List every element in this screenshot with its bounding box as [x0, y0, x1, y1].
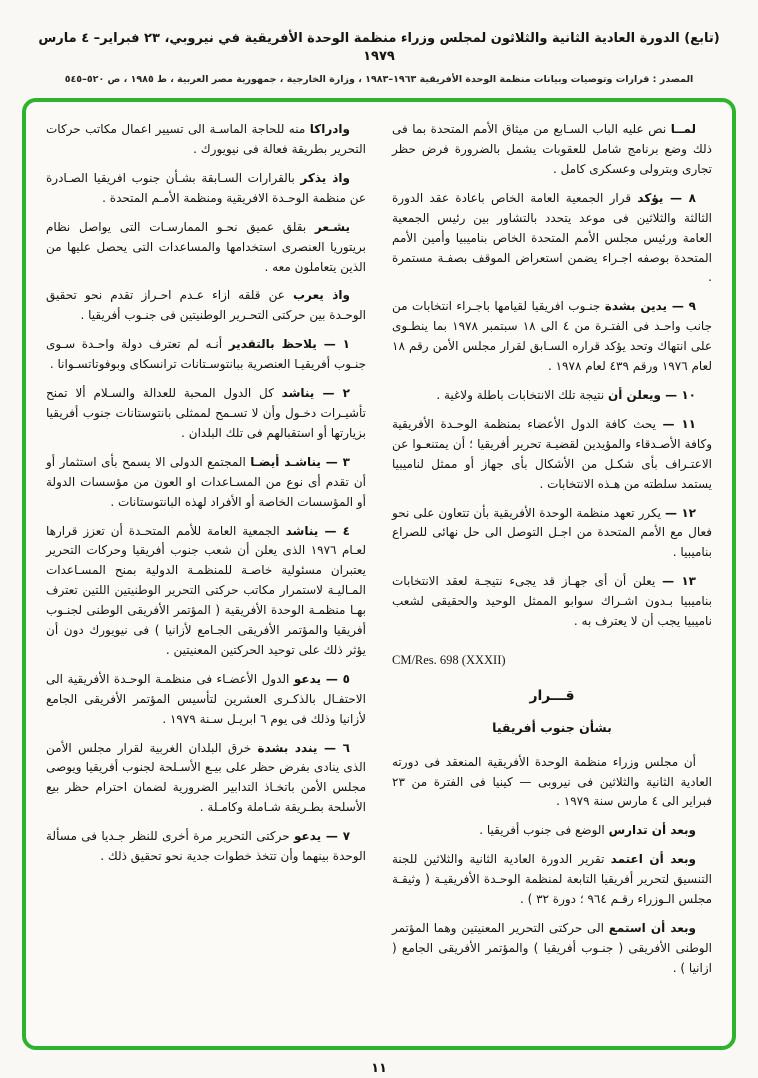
paragraph-lead: وبعد أن تدارس — [608, 823, 696, 838]
document-title: (تابع) الدورة العادية الثانية والثلاثون لمجلس وزراء منظمة الوحدة الأفريقية في نيروبي، ٢٣ فبراير– ٤ مارس ١٩٧٩ — [38, 31, 720, 64]
paragraph-lead: ٢ — يناشد — [281, 386, 350, 401]
paragraph-lead: ٣ — يناشـد أيضـا — [250, 454, 350, 469]
paragraph-lead: ١١ — — [662, 416, 696, 431]
paragraph-lead: ٨ — يؤكد — [637, 190, 696, 205]
text-columns — [46, 120, 712, 1034]
paragraph-item-6 — [46, 739, 366, 819]
paragraph-text: الوضع فى جنوب أفريقيا . — [479, 823, 605, 838]
paragraph-item-2 — [46, 384, 366, 444]
paragraph-lead: ٤ — يناشد — [285, 523, 350, 538]
page-header — [20, 30, 738, 85]
paragraph-text: الجمعية العامة للأمم المتحـدة أن تعزز قرارها لعـام ١٩٧٦ الذى يعلن أن شعب جنوب أفريقيا وحركات التحرير يعتبران مسئولية خاصـة للمنظمـة الدولية بمنح المسـاعدات المـاليـة لاستمرار مكاتب حركتى التحرير الوطنيتين اللتين تعترف بهـا منظمـة الوحدة الأفريقية ( المؤتمر الأفريقى الوطنى لجنـوب أفريقيا والمؤتمر الأفريقى الجـامع لأزانيا ) فى نيويورك دون أن يؤثر ذلك على توحيد الحركتين المعنيتين . — [46, 523, 366, 657]
paragraph-text: يحث كافة الدول الأعضاء بمنظمة الوحـدة الأفريقية وكافة الأصـدقاء والمؤيدين لقضيـة تحرير أفريقيا ؛ أن يمتنعـوا عن الاعتـراف بأى شكـل من الأشكال بأى جهاز أو ممثل لناميبيا يستمد سلطته من هـذه الانتخابات . — [392, 416, 712, 491]
paragraph-preamble — [46, 120, 366, 160]
paragraph-item-7 — [46, 827, 366, 867]
paragraph-preamble — [392, 821, 712, 841]
paragraph-preamble — [392, 753, 712, 813]
paragraph-text: المجتمع الدولى الا يسمح بأى استثمار أو أن تقدم أى نوع من المسـاعدات او العون من مؤسسات الدولة أو المؤسسات الخاصة أو الأفراد لهذه البانتوستانات . — [46, 454, 366, 509]
paragraph-item-12 — [392, 504, 712, 564]
paragraph-item-11 — [392, 415, 712, 495]
paragraph-item-3 — [46, 453, 366, 513]
paragraph-lead: ٥ — يدعو — [293, 671, 350, 686]
paragraph-lead: وبعد أن اعتمد — [610, 852, 696, 867]
paragraph-text: يكرر تعهد منظمة الوحدة الأفريقية بأن تتعاون على نحو فعال مع الأمم المتحدة من اجـل التوصل الى حل نهائى للصراع بناميبيا . — [392, 505, 712, 560]
document-source: المصدر : قرارات وتوصيات وبيانات منظمة الوحدة الأفريقية ١٩٦٣–١٩٨٣ ، وزارة الخارجية ، جمهورية مصر العربية ، ط ١٩٨٥ ، ص ٥٢٠–٥٤٥ — [64, 74, 694, 86]
paragraph-lead: ١٢ — — [664, 505, 696, 520]
paragraph-lead: ١٣ — — [662, 574, 696, 589]
paragraph-text: نتيجة تلك الانتخابات باطلة ولاغية . — [436, 387, 605, 402]
paragraph-item-10 — [392, 386, 712, 406]
paragraph-text: تقرير الدورة العادية الثانية والثلاثين للجنة التنسيق لتحرير أفريقيا التابعة لمنظمة الوحـدة الأفريقيـة ( وثيقـة مجلس الـوزراء رقـم ٩٦٤ ؛ دورة ٣٢ ) . — [392, 852, 712, 907]
page-number: ١١ — [371, 1061, 387, 1077]
paragraph-text: الى حركتى التحرير المعنيتين وهما المؤتمر الوطنى الأفريقى ( جنـوب أفريقيا ) والمؤتمر الأفريقى الجامع ( ازانيا ) . — [392, 921, 712, 975]
paragraph-preamble — [46, 169, 366, 209]
paragraph-lead: واذ يعرب — [292, 288, 350, 303]
paragraph — [392, 120, 712, 180]
paragraph-preamble — [46, 218, 366, 278]
paragraph-text: قرار الجمعية العامة الخاص باعادة عقد الدورة الثالثة والثلاثين فى موعد يتحدد بالتشاور بين رئيس الجمعية العامة ورئيس مجلس الأمم المتحدة الخاص بناميبيا وأمين الأمم المتحدة بوصفه اجـراء يضمن استعراض الموقف بصفـة مستمرة . — [392, 190, 712, 285]
paragraph-text: خرق البلدان الغربية لقرار مجلس الأمن الذى ينادى بفرض حظر على بيـع الأسـلحة لجنوب أفريقيا ويوصى مجلس الأمن باتخـاذ التدابير الضرورية لضمان احترام حظر بيع الأسلحة بطـريقة شـاملة وكامـلة . — [46, 740, 366, 815]
paragraph-item-1 — [46, 335, 366, 375]
paragraph-lead: يشـعر — [314, 219, 350, 234]
paragraph-text: بالقرارات السـابقة بشـأن جنوب افريقيا الصـادرة عن منظمة الوحـدة الافريقية ومنظمة الأمـم المتحدة . — [46, 170, 366, 205]
paragraph-lead: وبعد أن استمع — [608, 921, 696, 936]
page-footer — [20, 1057, 738, 1076]
paragraph-text: جنـوب افريقيا لقيامها باجـراء انتخابات من جانب واحـد فى الفتـرة من ٤ الى ١٨ سبتمبر ١٩٧٨ بما ينطـوى على انتهاك وتحد يؤكد قراره السـابق لقرار مجلس الأمن رقم ١٨ لعام ١٩٧٦ ورقم ٤٣٩ لعام ١٩٧٨ . — [392, 299, 712, 374]
paragraph-text: الدول الأعضـاء فى منظمـة الوحـدة الأفريقية الى الاحتفـال بالذكـرى العشرين لتأسيس المؤتمر الأفريقى الجامع لأزانيا وذلك فى يوم ٦ ابريـل سـنة ١٩٧٩ . — [46, 671, 366, 726]
paragraph-text: كل الدول المحبة للعدالة والسـلام ألا تمنح تأشيـرات دخـول وأن لا تسـمح لممثلى بانتوستانات جنوب أفريقيا بزيارتها أو استقبالهم فى تلك البلدان . — [46, 386, 366, 440]
paragraph-lead: ٦ — يندد بشدة — [257, 740, 350, 755]
paragraph-text: منه للحاجة الماسـة الى تسيير اعمال مكاتب حركات التحرير بطريقة فعالة فى نيويورك . — [46, 122, 366, 156]
paragraph-item-9 — [392, 297, 712, 377]
paragraph-item-13 — [392, 572, 712, 632]
resolution-subtitle: بشأن جنوب أفريقيا — [492, 719, 612, 735]
left-column — [46, 120, 366, 1034]
paragraph-preamble — [392, 850, 712, 910]
paragraph-lead: وادراكا — [309, 122, 350, 137]
paragraph-preamble — [46, 286, 366, 326]
paragraph-preamble — [392, 919, 712, 979]
paragraph-lead: ١٠ — ويعلن أن — [608, 387, 696, 402]
resolution-title: قـــرار — [529, 687, 575, 704]
paragraph-text: أن مجلس وزراء منظمة الوحدة الأفريقية المنعقد فى دورته العادية الثانية والثلاثين فى نيروبى — كينيا فى الفترة من ٢٣ فبراير الى ٤ مارس سنة ١٩٧٩ . — [392, 754, 712, 809]
paragraph-lead: واذ يذكر — [300, 170, 350, 185]
green-border-frame — [22, 98, 736, 1050]
paragraph-text: عن قلقه ازاء عـدم احـراز تقدم نحو تحقيق الوحـدة بين حركتى التحـرير الوطنيتين فى جنـوب أفريقيا . — [46, 288, 366, 323]
paragraph-text: بقلق عميق نحـو الممارسـات التى يواصل نظام بريتوريا العنصرى استخدامها والمساعدات التى يحصل عليها من الذين يتعاملون معه . — [46, 219, 366, 274]
paragraph-text: يعلن أن أى جهـاز قد يجىء نتيجـة لعقد الانتخابات بناميبيا بـدون اشـراك سوابو الممثل الوحيد والحقيقى لشعب ناميبيا يجب أن لا يعترف به . — [392, 574, 712, 629]
paragraph-lead: ٧ — يدعو — [294, 829, 351, 844]
paragraph-item-8 — [392, 189, 712, 289]
paragraph-lead: لمــا — [670, 122, 696, 137]
paragraph-lead: ٩ — يدين بشدة — [604, 299, 696, 314]
paragraph-item-4 — [46, 522, 366, 661]
paragraph-text: نص عليه الباب السـابع من ميثاق الأمم المتحدة بما فى ذلك وضع برنامج شامل للعقوبات يشمل بالضرورة فرض حظر تجارى وبترولى وعسكرى كامل . — [392, 122, 712, 176]
paragraph-lead: ١ — يلاحظ بالتقدير — [228, 337, 350, 352]
paragraph-text: أنـه لم تعترف دولة واحـدة سـوى جنـوب أفريقيـا العنصرية ببانتوسـتانات ترانسكاى وبوفوتاتسـوانا . — [46, 337, 366, 372]
paragraph-item-5 — [46, 670, 366, 730]
right-column — [392, 120, 712, 1034]
resolution-reference: CM/Res. 698 (XXXII) — [392, 652, 506, 667]
paragraph-text: حركتى التحرير مرة أخرى للنظر جـديا فى مسألة الوحدة بينهما وأن تتخذ خطوات جدية نحو تحقيق ذلك . — [46, 829, 366, 864]
